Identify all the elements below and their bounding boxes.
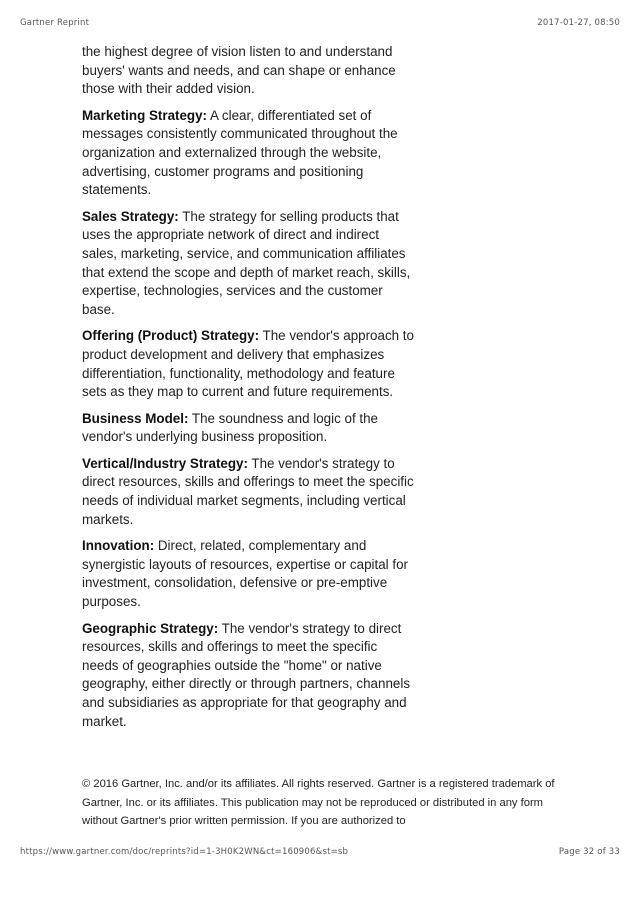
paragraph-text: A clear, differentiated set of messages consistently communicated throughout the organization and externalized through the website, advertising, customer programs and positioning statements. <box>82 107 398 198</box>
paragraph-geographic-strategy <box>82 620 414 732</box>
paragraph-innovation <box>82 537 414 611</box>
term-label: Innovation: <box>82 538 155 554</box>
paragraph-text: The soundness and logic of the vendor's underlying business proposition. <box>82 410 378 445</box>
print-footer-page-number: Page 32 of 33 <box>558 847 620 857</box>
paragraph-text: the highest degree of vision listen to and understand buyers' wants and needs, and can shape or enhance those with their added vision. <box>82 44 396 97</box>
print-footer <box>20 847 620 857</box>
print-footer-url: https://www.gartner.com/doc/reprints?id=1-3H0K2WN&ct=160906&st=sb <box>20 847 349 857</box>
term-label: Geographic Strategy: <box>82 620 219 636</box>
paragraph-vertical-industry-strategy <box>82 455 414 529</box>
paragraph-text: The strategy for selling products that uses the appropriate network of direct and indirect sales, marketing, service, and communication affiliates that extend the scope and depth of market reach, skills, expertise, technologies, services and the customer base. <box>82 208 411 317</box>
print-header-timestamp: 2017-01-27, 08:50 <box>537 18 620 28</box>
paragraph-text: The vendor's strategy to direct resources, skills and offerings to meet the specific needs of geographies outside the "home" or native geography, either directly or through partners, channels and subsidiaries as appropriate for that geography and market. <box>82 620 411 729</box>
paragraph-sales-strategy <box>82 208 414 320</box>
term-label: Sales Strategy: <box>82 208 179 224</box>
print-header-title: Gartner Reprint <box>20 18 90 28</box>
term-label: Offering (Product) Strategy: <box>82 328 260 344</box>
term-label: Marketing Strategy: <box>82 107 208 123</box>
paragraph-text: The vendor's strategy to direct resources, skills and offerings to meet the specific needs of individual market segments, including vertical markets. <box>82 455 414 527</box>
paragraph-text: The vendor's approach to product development and delivery that emphasizes differentiation, functionality, methodology and feature sets as they map to current and future requirements. <box>82 328 414 400</box>
document-body <box>82 43 414 739</box>
paragraph-text: Direct, related, complementary and synergistic layouts of resources, expertise or capital for investment, consolidation, defensive or pre-emptive purposes. <box>82 538 408 610</box>
paragraph-business-model <box>82 410 414 447</box>
paragraph-vision-continued <box>82 43 414 99</box>
term-label: Business Model: <box>82 410 189 426</box>
copyright-notice: © 2016 Gartner, Inc. and/or its affiliates. All rights reserved. Gartner is a registered trademark of Gartner, Inc. or its affiliates. This publication may not be reproduced or distributed in any form without Gartner's prior written permission. If you are authorized to <box>82 778 555 828</box>
print-header <box>20 18 620 28</box>
paragraph-offering-strategy <box>82 327 414 401</box>
paragraph-marketing-strategy <box>82 107 414 200</box>
term-label: Vertical/Industry Strategy: <box>82 455 248 471</box>
